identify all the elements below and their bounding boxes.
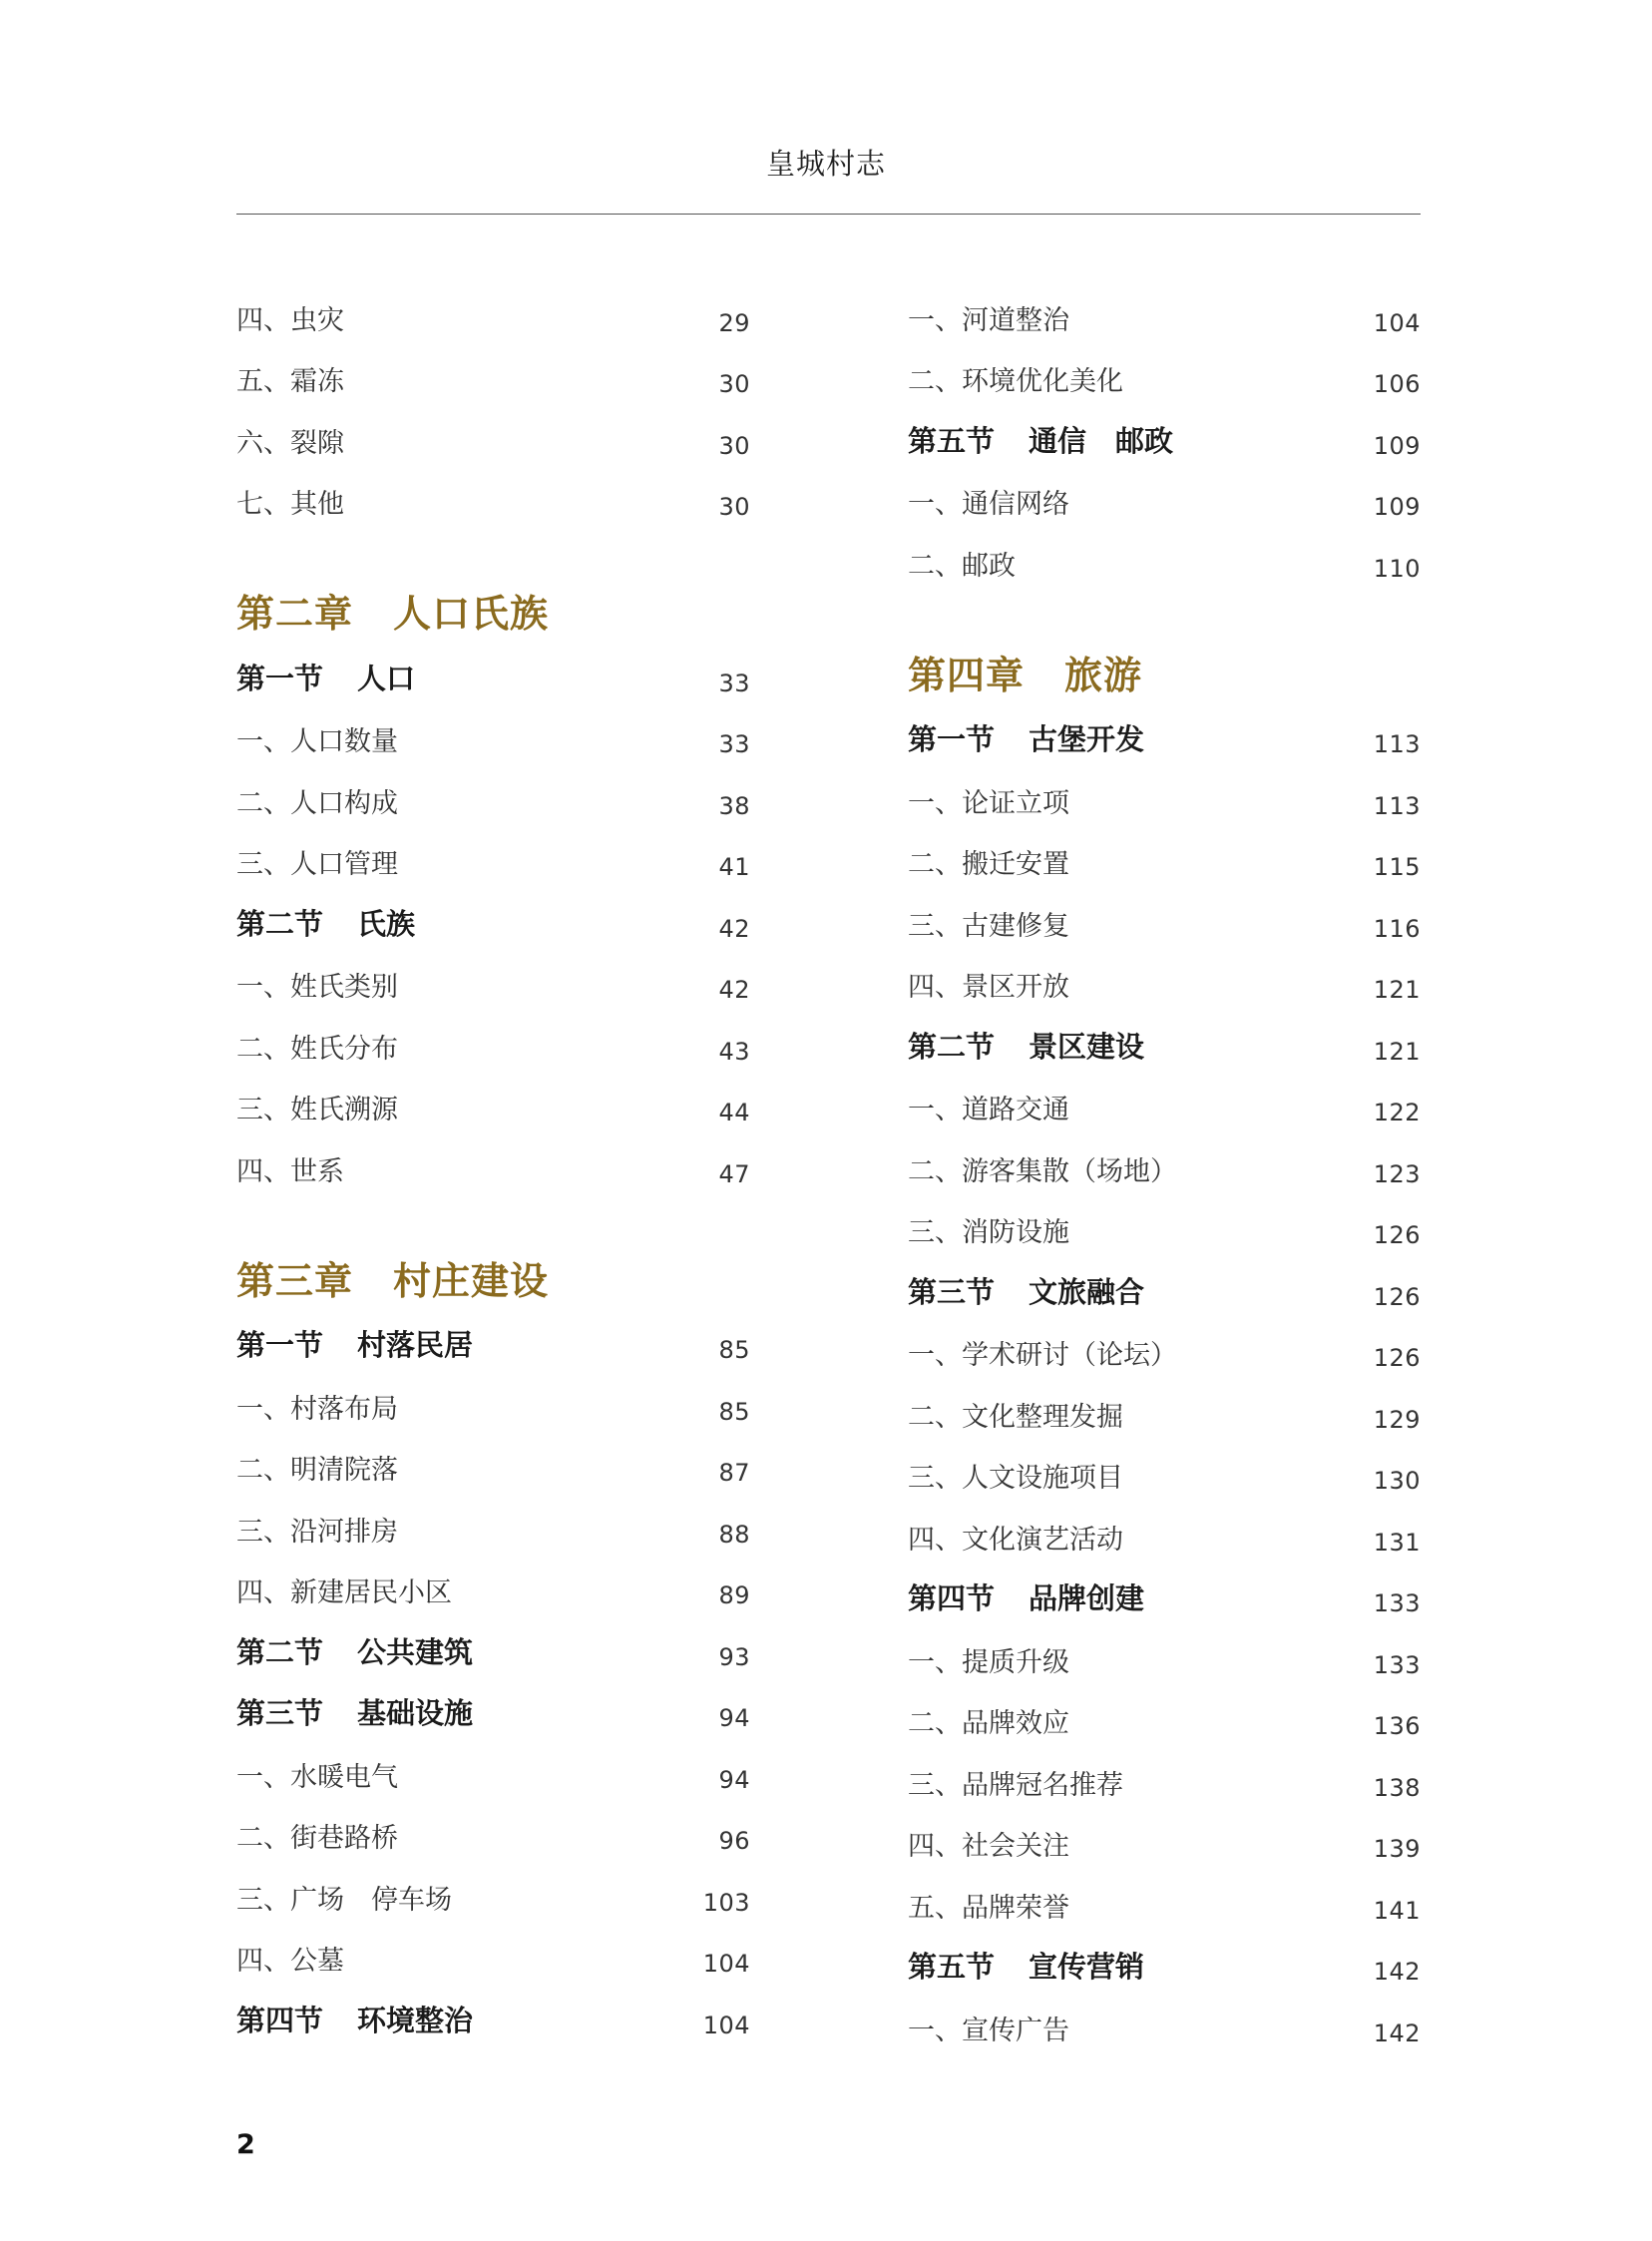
toc-section-entry: [236, 1689, 750, 1751]
toc-spacer: [236, 539, 750, 587]
toc-page-number: 122: [1373, 1099, 1421, 1126]
toc-page-number: 139: [1373, 1835, 1421, 1863]
toc-item-title: 五、霜冻: [236, 366, 344, 397]
toc-item-entry: [908, 961, 1421, 1023]
toc-item-title: 一、学术研讨（论坛）: [908, 1340, 1177, 1371]
toc-page-number: 33: [718, 669, 750, 697]
toc-item-entry: [236, 715, 750, 777]
toc-section-label: 第四节: [236, 2003, 324, 2037]
page-number: 2: [236, 2129, 255, 2160]
toc-item-entry: [908, 539, 1421, 601]
toc-item-title: 一、水暖电气: [236, 1761, 398, 1793]
toc-section-title: [236, 1999, 473, 2039]
toc-page-number: 106: [1373, 370, 1421, 398]
toc-item-entry: [236, 1567, 750, 1628]
toc-section-label: 第三节: [908, 1274, 996, 1309]
toc-chapter-label: 第四章: [908, 653, 1026, 697]
toc-item-title: 一、道路交通: [908, 1095, 1069, 1125]
toc-item-entry: [908, 1758, 1421, 1820]
toc-chapter-title: [236, 1250, 549, 1305]
toc-item-title: 二、环境优化美化: [908, 366, 1123, 397]
toc-item-title: 三、姓氏溯源: [236, 1095, 398, 1125]
toc-section-name: 文旅融合: [1029, 1274, 1145, 1309]
toc-item-entry: [908, 478, 1421, 540]
toc-item-title: 一、姓氏类别: [236, 972, 398, 1003]
toc-page-number: 131: [1373, 1528, 1421, 1557]
toc-section-entry: [908, 1574, 1421, 1636]
toc-page-number: 42: [718, 976, 750, 1004]
toc-section-entry: [908, 715, 1421, 777]
toc-spacer: [908, 601, 1421, 649]
toc-item-entry: [236, 416, 750, 478]
toc-page-number: 30: [718, 493, 750, 521]
toc-item-title: 一、宣传广告: [908, 2015, 1069, 2046]
toc-section-entry: [908, 1267, 1421, 1329]
toc-item-title: 二、文化整理发掘: [908, 1401, 1123, 1433]
toc-page-number: 30: [718, 370, 750, 398]
toc-item-title: 一、人口数量: [236, 726, 398, 757]
toc-section-title: [908, 1270, 1144, 1311]
toc-item-entry: [236, 1873, 750, 1935]
toc-item-entry: [908, 1144, 1421, 1206]
toc-chapter-label: 第三章: [236, 1258, 354, 1303]
toc-item-title: 三、沿河排房: [236, 1516, 398, 1548]
toc-chapter-entry: [236, 587, 750, 654]
toc-page-number: 126: [1373, 1221, 1421, 1249]
toc-item-entry: [236, 1022, 750, 1084]
toc-section-name: 品牌创建: [1029, 1581, 1145, 1615]
toc-item-entry: [236, 1084, 750, 1145]
toc-section-title: [908, 717, 1144, 758]
toc-section-title: [236, 1691, 473, 1732]
toc-item-title: 三、人口管理: [236, 849, 398, 880]
toc-page-number: 109: [1373, 493, 1421, 521]
toc-section-name: 氏族: [357, 906, 416, 941]
toc-section-title: [236, 657, 415, 697]
toc-page-number: 110: [1373, 554, 1421, 583]
toc-item-entry: [908, 1881, 1421, 1943]
toc-page-number: 121: [1373, 1037, 1421, 1066]
toc-item-title: 二、游客集散（场地）: [908, 1155, 1177, 1187]
toc-page-number: 104: [702, 2011, 750, 2039]
toc-page-number: 93: [718, 1642, 750, 1671]
toc-section-name: 村落民居: [357, 1328, 474, 1362]
toc-section-label: 第四节: [908, 1581, 996, 1615]
toc-item-title: 二、品牌效应: [908, 1708, 1069, 1739]
toc-item-entry: [236, 1812, 750, 1874]
toc-page-number: 109: [1373, 431, 1421, 460]
toc-item-entry: [236, 776, 750, 838]
toc-item-entry: [908, 355, 1421, 417]
toc-page-number: 113: [1373, 791, 1421, 820]
toc-item-entry: [908, 1820, 1421, 1882]
toc-item-title: 二、明清院落: [236, 1455, 398, 1486]
toc-page-number: 104: [702, 1950, 750, 1978]
toc-item-title: 二、邮政: [908, 550, 1016, 582]
toc-page-number: 138: [1373, 1773, 1421, 1802]
toc-item-entry: [908, 293, 1421, 355]
toc-section-label: 第二节: [908, 1029, 996, 1064]
toc-item-title: 四、公墓: [236, 1946, 344, 1977]
toc-page-number: 136: [1373, 1712, 1421, 1740]
toc-section-name: 通信 邮政: [1029, 423, 1174, 458]
toc-section-entry: [236, 654, 750, 715]
toc-section-label: 第一节: [908, 722, 996, 756]
toc-page-number: 43: [718, 1037, 750, 1066]
toc-section-title: [236, 1630, 473, 1671]
toc-section-entry: [908, 416, 1421, 478]
toc-section-title: [908, 1945, 1144, 1986]
toc-page-number: 29: [718, 308, 750, 337]
toc-item-entry: [236, 1444, 750, 1506]
toc-item-entry: [236, 1935, 750, 1997]
toc-page-number: 41: [718, 853, 750, 881]
toc-item-entry: [236, 293, 750, 355]
toc-item-entry: [908, 2004, 1421, 2065]
toc-section-title: [908, 419, 1173, 460]
toc-page-number: 44: [718, 1099, 750, 1126]
toc-item-title: 一、河道整治: [908, 304, 1069, 336]
toc-right-column: [908, 293, 1421, 2065]
toc-item-entry: [908, 1452, 1421, 1514]
toc-item-entry: [908, 899, 1421, 961]
toc-section-name: 基础设施: [357, 1696, 474, 1730]
toc-item-entry: [236, 961, 750, 1023]
toc-page-number: 121: [1373, 976, 1421, 1004]
toc-item-entry: [236, 1505, 750, 1567]
toc-item-entry: [908, 776, 1421, 838]
toc-item-title: 二、搬迁安置: [908, 849, 1069, 880]
toc-item-title: 四、新建居民小区: [236, 1577, 452, 1608]
toc-item-entry: [236, 355, 750, 417]
toc-page-number: 30: [718, 431, 750, 460]
toc-item-title: 二、姓氏分布: [236, 1033, 398, 1065]
toc-section-entry: [908, 1022, 1421, 1084]
toc-page-number: 94: [718, 1704, 750, 1732]
toc-page-number: 89: [718, 1581, 750, 1609]
toc-item-title: 二、街巷路桥: [236, 1823, 398, 1854]
toc-left-column: [236, 293, 750, 2057]
toc-item-entry: [236, 1382, 750, 1444]
toc-page-number: 47: [718, 1159, 750, 1188]
toc-page-number: 85: [718, 1336, 750, 1364]
toc-item-title: 四、社会关注: [908, 1831, 1069, 1862]
toc-section-entry: [908, 1943, 1421, 2005]
toc-section-name: 环境整治: [357, 2003, 474, 2037]
toc-item-entry: [908, 1390, 1421, 1452]
toc-page-number: 42: [718, 914, 750, 943]
toc-item-title: 六、裂隙: [236, 427, 344, 459]
toc-section-name: 宣传营销: [1029, 1950, 1145, 1984]
toc-section-label: 第二节: [236, 906, 324, 941]
toc-section-label: 第一节: [236, 661, 324, 695]
toc-page-number: 126: [1373, 1344, 1421, 1372]
toc-item-title: 四、虫灾: [236, 304, 344, 336]
toc-section-entry: [236, 899, 750, 961]
header-rule: [236, 214, 1421, 215]
toc-item-entry: [236, 838, 750, 900]
toc-item-title: 四、景区开放: [908, 972, 1069, 1003]
toc-section-name: 人口: [357, 661, 416, 695]
toc-chapter-label: 第二章: [236, 592, 354, 636]
toc-section-name: 景区建设: [1029, 1029, 1145, 1064]
toc-item-entry: [908, 838, 1421, 900]
toc-item-title: 一、提质升级: [908, 1646, 1069, 1678]
toc-page-number: 94: [718, 1765, 750, 1794]
toc-item-entry: [236, 478, 750, 540]
toc-page-number: 129: [1373, 1405, 1421, 1434]
toc-item-entry: [908, 1635, 1421, 1697]
toc-item-title: 四、文化演艺活动: [908, 1524, 1123, 1556]
toc-section-label: 第二节: [236, 1634, 324, 1669]
toc-page-number: 133: [1373, 1589, 1421, 1617]
toc-chapter-entry: [908, 649, 1421, 715]
toc-section-title: [236, 902, 415, 943]
toc-item-title: 一、村落布局: [236, 1393, 398, 1425]
toc-section-name: 公共建筑: [357, 1634, 474, 1669]
toc-page-number: 115: [1373, 853, 1421, 881]
toc-page-number: 142: [1373, 2018, 1421, 2047]
toc-item-entry: [908, 1084, 1421, 1145]
toc-page-number: 103: [702, 1888, 750, 1917]
toc-item-title: 三、消防设施: [908, 1217, 1069, 1248]
toc-item-title: 三、人文设施项目: [908, 1463, 1123, 1494]
toc-chapter-title: [908, 645, 1142, 699]
toc-item-title: 一、通信网络: [908, 489, 1069, 520]
toc-chapter-entry: [236, 1254, 750, 1321]
toc-page-number: 130: [1373, 1467, 1421, 1495]
toc-page-number: 85: [718, 1397, 750, 1426]
toc-page-number: 88: [718, 1520, 750, 1549]
toc-chapter-name: 人口氏族: [393, 592, 550, 636]
toc-item-title: 二、人口构成: [236, 787, 398, 819]
toc-page-number: 123: [1373, 1159, 1421, 1188]
toc-page-number: 113: [1373, 730, 1421, 758]
toc-page-number: 87: [718, 1459, 750, 1487]
toc-page-number: 104: [1373, 308, 1421, 337]
toc-chapter-title: [236, 583, 549, 638]
toc-section-title: [236, 1323, 473, 1364]
toc-item-title: 五、品牌荣誉: [908, 1892, 1069, 1924]
toc-section-entry: [236, 1996, 750, 2057]
toc-page-number: 33: [718, 730, 750, 758]
toc-item-entry: [908, 1513, 1421, 1574]
toc-item-entry: [236, 1144, 750, 1206]
toc-chapter-name: 旅游: [1064, 653, 1143, 697]
toc-item-title: 七、其他: [236, 489, 344, 520]
toc-item-entry: [908, 1329, 1421, 1391]
toc-item-entry: [236, 1750, 750, 1812]
toc-section-label: 第三节: [236, 1696, 324, 1730]
toc-page-number: 116: [1373, 914, 1421, 943]
toc-page-number: 126: [1373, 1282, 1421, 1311]
toc-section-entry: [236, 1627, 750, 1689]
toc-item-entry: [908, 1206, 1421, 1268]
toc-item-entry: [908, 1697, 1421, 1759]
running-header-title: 皇城村志: [765, 147, 886, 181]
toc-section-name: 古堡开发: [1029, 722, 1145, 756]
toc-item-title: 三、品牌冠名推荐: [908, 1769, 1123, 1801]
toc-page-number: 133: [1373, 1650, 1421, 1679]
toc-section-title: [908, 1576, 1144, 1617]
toc-section-label: 第一节: [236, 1328, 324, 1362]
toc-section-label: 第五节: [908, 423, 996, 458]
toc-item-title: 三、广场 停车场: [236, 1884, 452, 1916]
toc-item-title: 三、古建修复: [908, 910, 1069, 942]
toc-page-number: 142: [1373, 1958, 1421, 1986]
toc-section-title: [908, 1025, 1144, 1066]
toc-item-title: 一、论证立项: [908, 787, 1069, 819]
toc-section-label: 第五节: [908, 1950, 996, 1984]
toc-page-number: 96: [718, 1827, 750, 1855]
toc-chapter-name: 村庄建设: [393, 1258, 550, 1303]
toc-item-title: 四、世系: [236, 1155, 344, 1187]
toc-page-number: 141: [1373, 1896, 1421, 1925]
toc-section-entry: [236, 1321, 750, 1383]
toc-spacer: [236, 1206, 750, 1254]
toc-page-number: 38: [718, 791, 750, 820]
